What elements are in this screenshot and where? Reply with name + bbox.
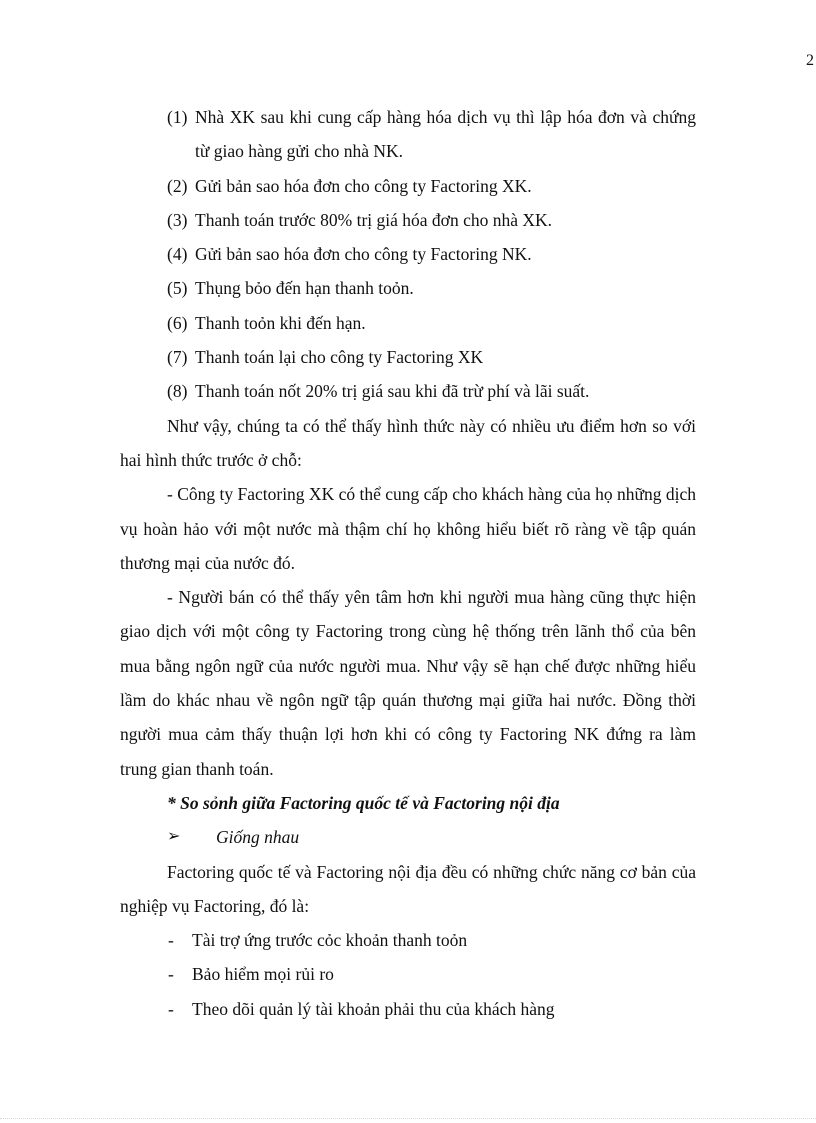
document-body [120, 100, 696, 1026]
step-item [120, 340, 696, 374]
list-item [120, 957, 696, 991]
list-item [120, 923, 696, 957]
dash-bullet: - [168, 964, 174, 985]
step-number: (3) [167, 209, 188, 230]
subheading [120, 820, 696, 854]
step-text: Gửi bản sao hóa đơn cho công ty Factoring NK. [195, 244, 532, 265]
step-text: Thanh toán trước 80% trị giá hóa đơn cho nhà XK. [195, 209, 552, 230]
step-number: (7) [167, 347, 188, 368]
step-number: (8) [167, 381, 188, 402]
step-number: (5) [167, 278, 188, 299]
step-text: Gửi bản sao hóa đơn cho công ty Factoring XK. [195, 175, 532, 196]
step-number: (2) [167, 175, 188, 196]
list-item-text: Tài trợ ứng trước cỏc khoản thanh toỏn [192, 930, 468, 951]
step-item [120, 374, 696, 408]
step-item [120, 271, 696, 305]
list-item-text: Theo dõi quản lý tài khoản phải thu của khách hàng [192, 998, 555, 1019]
paragraph-advantage-1: - Công ty Factoring XK có thể cung cấp cho khách hàng của họ những dịch vụ hoàn hảo với một nước mà thậm chí họ không hiểu biết rõ ràng về tập quán thương mại của nước đó. [120, 484, 696, 573]
dash-bullet: - [168, 998, 174, 1019]
step-text: Thụng bỏo đến hạn thanh toỏn. [195, 278, 414, 299]
step-text: Nhà XK sau khi cung cấp hàng hóa dịch vụ thì lập hóa đơn và chứng từ giao hàng gửi cho nhà NK. [195, 107, 696, 162]
step-item [120, 100, 696, 169]
step-text: Thanh toán nốt 20% trị giá sau khi đã trừ phí và lãi suất. [195, 381, 590, 402]
step-item [120, 306, 696, 340]
paragraph-similarities: Factoring quốc tế và Factoring nội địa đều có những chức năng cơ bản của nghiệp vụ Factoring, đó là: [120, 861, 696, 916]
step-item [120, 237, 696, 271]
paragraph-advantage-2: - Người bán có thể thấy yên tâm hơn khi người mua hàng cũng thực hiện giao dịch với một công ty Factoring trong cùng hệ thống trên lãnh thổ của bên mua bằng ngôn ngữ của nước người mua. Như vậy sẽ hạn chế được những hiểu lầm do khác nhau về ngôn ngữ tập quán thương mại giữa hai nước. Đồng thời người mua cảm thấy thuận lợi hơn khi có công ty Factoring NK đứng ra làm trung gian thanh toán. [120, 587, 696, 779]
paragraph-advantages-intro: Như vậy, chúng ta có thể thấy hình thức này có nhiều ưu điểm hơn so với hai hình thức trước ở chỗ: [120, 415, 696, 470]
dash-bullet: - [168, 930, 174, 951]
arrow-bullet-icon: ➢ [167, 828, 181, 846]
list-item [120, 992, 696, 1026]
page-number: 2 [806, 52, 814, 69]
list-item-text: Bảo hiểm mọi rủi ro [192, 964, 334, 985]
step-number: (1) [167, 107, 188, 127]
section-heading: * So sỏnh giữa Factoring quốc tế và Factoring nội địa [167, 792, 560, 813]
step-number: (4) [167, 244, 188, 265]
step-number: (6) [167, 312, 188, 333]
step-text: Thanh toán lại cho công ty Factoring XK [195, 347, 484, 368]
subheading-text: Giống nhau [216, 827, 300, 848]
step-item [120, 169, 696, 203]
step-text: Thanh toỏn khi đến hạn. [195, 312, 366, 333]
page-bottom-divider [0, 1118, 816, 1119]
step-item [120, 203, 696, 237]
